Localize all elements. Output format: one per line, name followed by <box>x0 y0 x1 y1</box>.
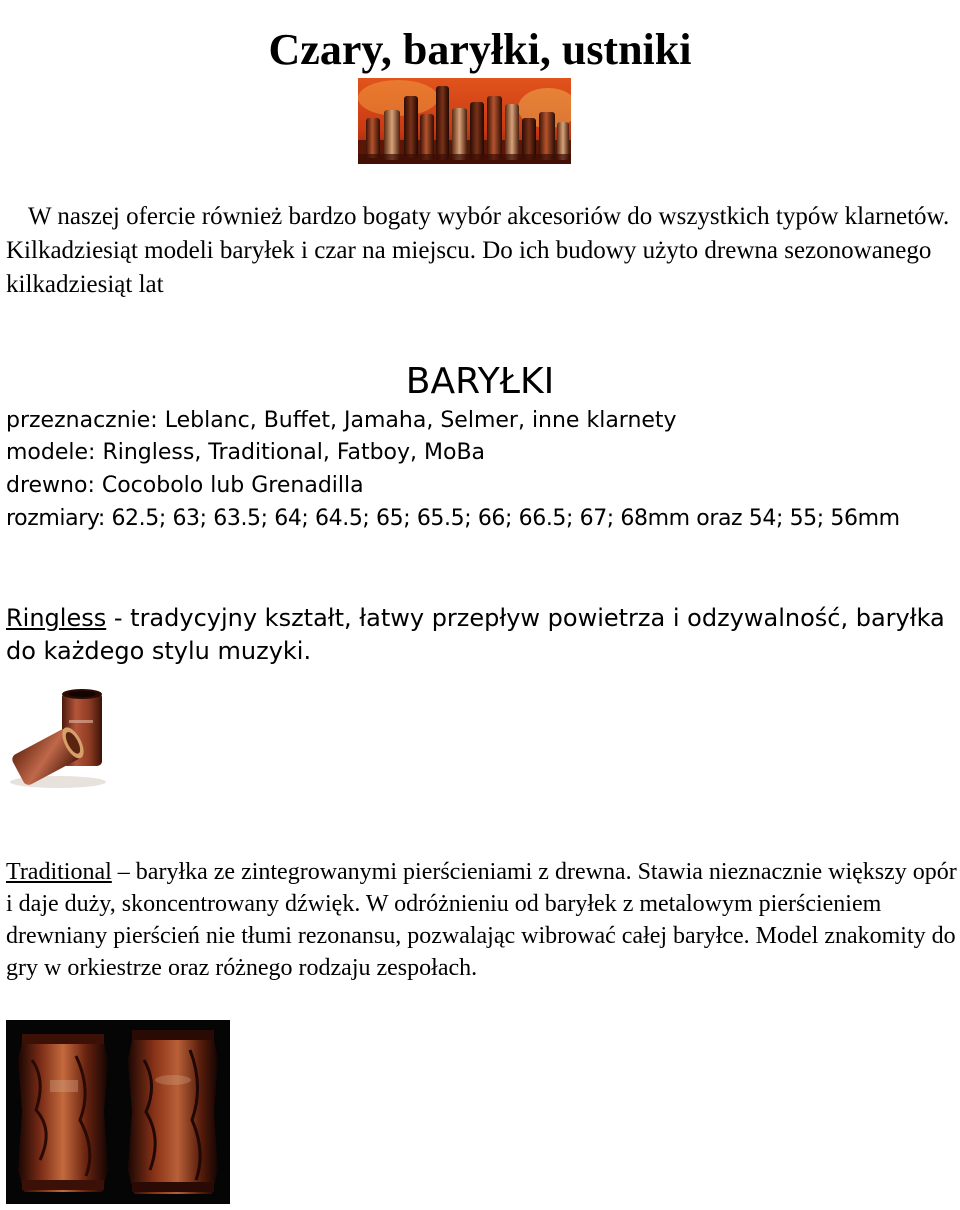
spec-przeznaczenie: przeznacznie: Leblanc, Buffet, Jamaha, Selmer, inne klarnety <box>6 408 677 433</box>
spec-drewno: drewno: Cocobolo lub Grenadilla <box>6 473 364 498</box>
spec-rozmiary: rozmiary: 62.5; 63; 63.5; 64; 64.5; 65; 65.5; 66; 66.5; 67; 68mm oraz 54; 55; 56mm <box>6 506 900 531</box>
ringless-link[interactable]: Ringless <box>6 604 107 632</box>
traditional-text: – baryłka ze zintegrowanymi pierścieniami z drewna. Stawia nieznacznie większy opór i daje duży, skoncentrowany dźwięk. W odróżnieniu od baryłek z metalowym pierścieniem drewniany pierścień nie tłumi rezonansu, pozwalając wibrować całej baryłce. Model znakomity do gry w orkiestrze oraz różnego rodzaju zespołach. <box>6 859 957 981</box>
ringless-description <box>6 602 960 668</box>
barrels-and-bells-photo <box>358 78 571 164</box>
page-title: Czary, baryłki, ustniki <box>268 25 692 75</box>
section-heading-barylki: BARYŁKI <box>405 361 555 402</box>
intro-paragraph <box>6 200 960 302</box>
traditional-description <box>6 856 960 984</box>
intro-text: W naszej ofercie również bardzo bogaty wybór akcesoriów do wszystkich typów klarnetów. Kilkadziesiąt modeli baryłek i czar na miejscu. Do ich budowy użyto drewna sezonowanego kilkadziesiąt lat <box>6 203 950 298</box>
ringless-barrel-photo <box>6 686 108 790</box>
traditional-barrels-photo <box>6 1020 230 1204</box>
spec-modele: modele: Ringless, Traditional, Fatboy, MoBa <box>6 440 486 465</box>
ringless-text: - tradycyjny kształt, łatwy przepływ powietrza i odzywalność, baryłka do każdego stylu muzyki. <box>6 604 945 665</box>
traditional-link[interactable]: Traditional <box>6 859 112 885</box>
